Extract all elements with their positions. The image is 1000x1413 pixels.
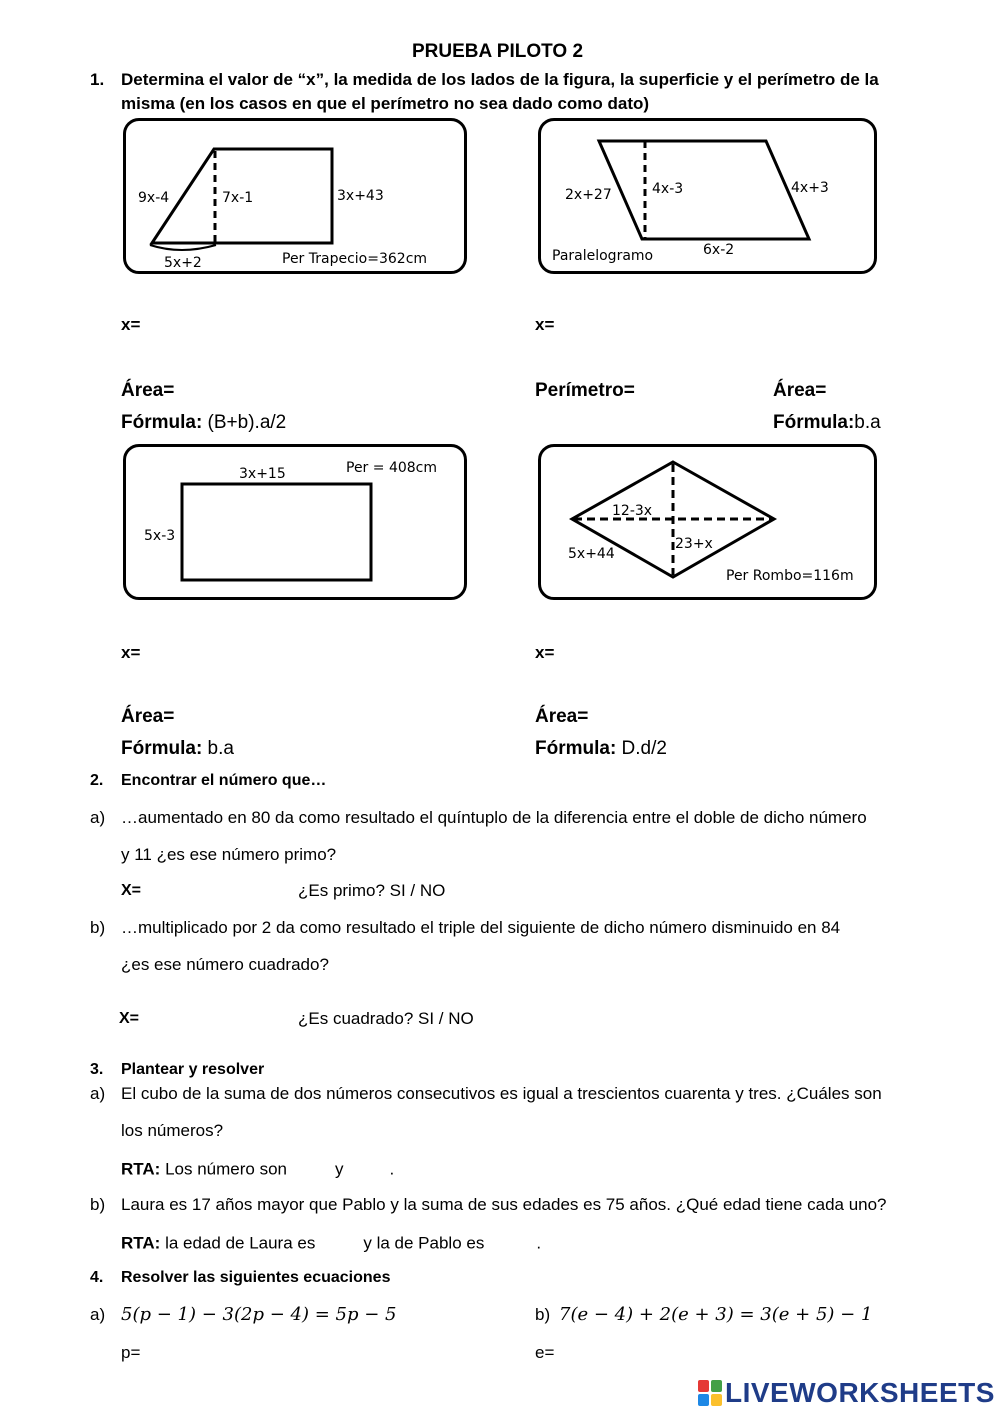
rectangle-left-label: 5x-3 — [144, 528, 176, 544]
q3a-line2: los números? — [121, 1121, 224, 1140]
figure-rectangle — [123, 444, 467, 600]
q3a-number2-input[interactable] — [343, 1158, 389, 1182]
fig4-area-label: Área= — [535, 706, 589, 727]
fig4-x-input[interactable] — [562, 641, 866, 665]
fig4-x-label: x= — [535, 643, 555, 662]
q2-heading: Encontrar el número que… — [121, 772, 327, 789]
parallelogram-right-label: 4x+3 — [791, 180, 829, 196]
q3b-pablo-input[interactable] — [484, 1232, 536, 1256]
liveworksheets-logo — [697, 1375, 995, 1411]
rhombus-perimeter-label: Per Rombo=116m — [726, 568, 854, 584]
fig2-perimetro-input[interactable] — [650, 380, 764, 404]
trapezoid-bottom-label: 5x+2 — [164, 255, 202, 271]
fig3-x-input[interactable] — [150, 641, 454, 665]
q2a-x-label: X= — [121, 882, 142, 899]
q4a-letter: a) — [90, 1305, 106, 1324]
q2a-line2: y 11 ¿es ese número primo? — [121, 845, 337, 864]
rectangle-shape — [182, 484, 371, 580]
q4b-var-input[interactable] — [558, 1341, 862, 1365]
figure-rhombus — [538, 444, 877, 600]
parallelogram-height-label: 4x-3 — [652, 181, 684, 197]
q3b-line1: Laura es 17 años mayor que Pablo y la suma de sus edades es 75 años. ¿Qué edad tiene cada uno? — [121, 1195, 887, 1214]
fig1-area-label: Área= — [121, 380, 175, 401]
q2-number: 2. — [90, 772, 104, 789]
q4a-var-label: p= — [121, 1343, 141, 1362]
q4a-var-input[interactable] — [146, 1341, 450, 1365]
q1-instruction-line1: Determina el valor de “x”, la medida de los lados de la figura, la superficie y el perímetro de la — [121, 70, 879, 89]
q3a-answer — [121, 1158, 394, 1182]
formula-label: Fórmula: — [121, 412, 203, 433]
q4b-label: b) — [535, 1305, 551, 1324]
q3b-answer — [121, 1232, 541, 1256]
trapezoid-right-label: 3x+43 — [337, 188, 384, 204]
q3b-laura-input[interactable] — [315, 1232, 363, 1256]
q3a-number1-input[interactable] — [287, 1158, 335, 1182]
q3a-line1: El cubo de la suma de dos números consecutivos es igual a trescientos cuarenta y tres. ¿Cuáles son — [121, 1084, 882, 1103]
rhombus-half-d-label: 12-3x — [612, 503, 653, 519]
parallelogram-name-label: Paralelogramo — [552, 248, 654, 264]
fig3-area-input[interactable] — [190, 706, 454, 730]
rta-label: RTA: — [121, 1159, 161, 1179]
q4-number: 4. — [90, 1269, 104, 1286]
q2b-x-input[interactable] — [146, 1008, 290, 1032]
logo-text: LIVEWORKSHEETS — [725, 1377, 995, 1408]
q3b-text3: . — [536, 1233, 542, 1253]
q2a-line1: …aumentado en 80 da como resultado el quíntuplo de la diferencia entre el doble de dicho número — [121, 808, 867, 827]
fig1-area-input[interactable] — [190, 380, 454, 404]
rectangle-perimeter-label: Per = 408cm — [346, 460, 437, 476]
fig1-x-input[interactable] — [150, 313, 454, 337]
parallelogram-base-label: 6x-2 — [703, 242, 735, 258]
figure-trapezoid — [123, 118, 467, 274]
fig3-x-label: x= — [121, 643, 141, 662]
rectangle-diagram — [126, 447, 464, 597]
rhombus-diagram — [541, 447, 874, 597]
logo-icon — [697, 1378, 723, 1408]
q4-heading: Resolver las siguientes ecuaciones — [121, 1269, 391, 1286]
q1-instruction-line2: misma (en los casos en que el perímetro no sea dado como dato) — [121, 94, 650, 113]
q3b-text1: la edad de Laura es — [160, 1233, 316, 1253]
trapezoid-bottom-arc — [150, 245, 216, 250]
fig2-x-input[interactable] — [562, 313, 866, 337]
q2b-question: ¿Es cuadrado? SI / NO — [298, 1009, 474, 1028]
trapezoid-height-label: 7x-1 — [222, 190, 254, 206]
q3a-text3: . — [389, 1159, 395, 1179]
fig2-area-input[interactable] — [840, 380, 964, 404]
rhombus-half-D-label: 23+x — [675, 536, 713, 552]
q4a-equation: 5(p − 1) − 3(2p − 4) = 5p − 5 — [121, 1304, 397, 1325]
fig4-area-input[interactable] — [604, 706, 868, 730]
formula-text: (B+b).a/2 — [202, 412, 287, 433]
trapezoid-perimeter-label: Per Trapecio=362cm — [282, 251, 428, 267]
page-title: PRUEBA PILOTO 2 — [412, 41, 584, 62]
q3a-text1: Los número son — [160, 1159, 287, 1179]
formula-text: b.a — [854, 412, 881, 433]
parallelogram-left-label: 2x+27 — [565, 187, 612, 203]
fig2-x-label: x= — [535, 315, 555, 334]
formula-label: Fórmula: — [773, 412, 855, 433]
formula-text: b.a — [202, 738, 234, 759]
trapezoid-diagram — [126, 121, 464, 271]
q3b-letter: b) — [90, 1195, 106, 1214]
parallelogram-shape — [599, 141, 809, 239]
q4b-var-label: e= — [535, 1343, 555, 1362]
fig1-formula — [121, 412, 286, 434]
fig2-perimetro-label: Perímetro= — [535, 380, 635, 401]
q2a-question: ¿Es primo? SI / NO — [298, 881, 446, 900]
q3-number: 3. — [90, 1061, 104, 1078]
rta-label: RTA: — [121, 1233, 161, 1253]
q2a-x-input[interactable] — [148, 881, 292, 905]
q1-number: 1. — [90, 70, 105, 89]
trapezoid-left-label: 9x-4 — [138, 190, 170, 206]
q3a-letter: a) — [90, 1084, 106, 1103]
figure-parallelogram — [538, 118, 877, 274]
q3-heading: Plantear y resolver — [121, 1061, 265, 1078]
fig4-formula — [535, 738, 667, 760]
formula-label: Fórmula: — [121, 738, 203, 759]
fig2-area-label: Área= — [773, 380, 827, 401]
fig3-formula — [121, 738, 234, 760]
fig3-area-label: Área= — [121, 706, 175, 727]
q2a-letter: a) — [90, 808, 106, 827]
q3b-text2: y la de Pablo es — [363, 1233, 485, 1253]
q2b-line1: …multiplicado por 2 da como resultado el triple del siguiente de dicho número disminuido en 84 — [121, 918, 841, 937]
formula-text: D.d/2 — [616, 738, 667, 759]
q3a-text2: y — [334, 1159, 344, 1179]
fig1-x-label: x= — [121, 315, 141, 334]
parallelogram-diagram — [541, 121, 874, 271]
q4b-equation: 7(e − 4) + 2(e + 3) = 3(e + 5) − 1 — [559, 1304, 873, 1325]
rhombus-side-label: 5x+44 — [568, 546, 615, 562]
q2b-letter: b) — [90, 918, 106, 937]
formula-label: Fórmula: — [535, 738, 617, 759]
rectangle-top-label: 3x+15 — [239, 466, 286, 482]
q2b-x-label: X= — [119, 1010, 140, 1027]
q2b-line2: ¿es ese número cuadrado? — [121, 955, 329, 974]
fig2-formula — [773, 412, 881, 434]
